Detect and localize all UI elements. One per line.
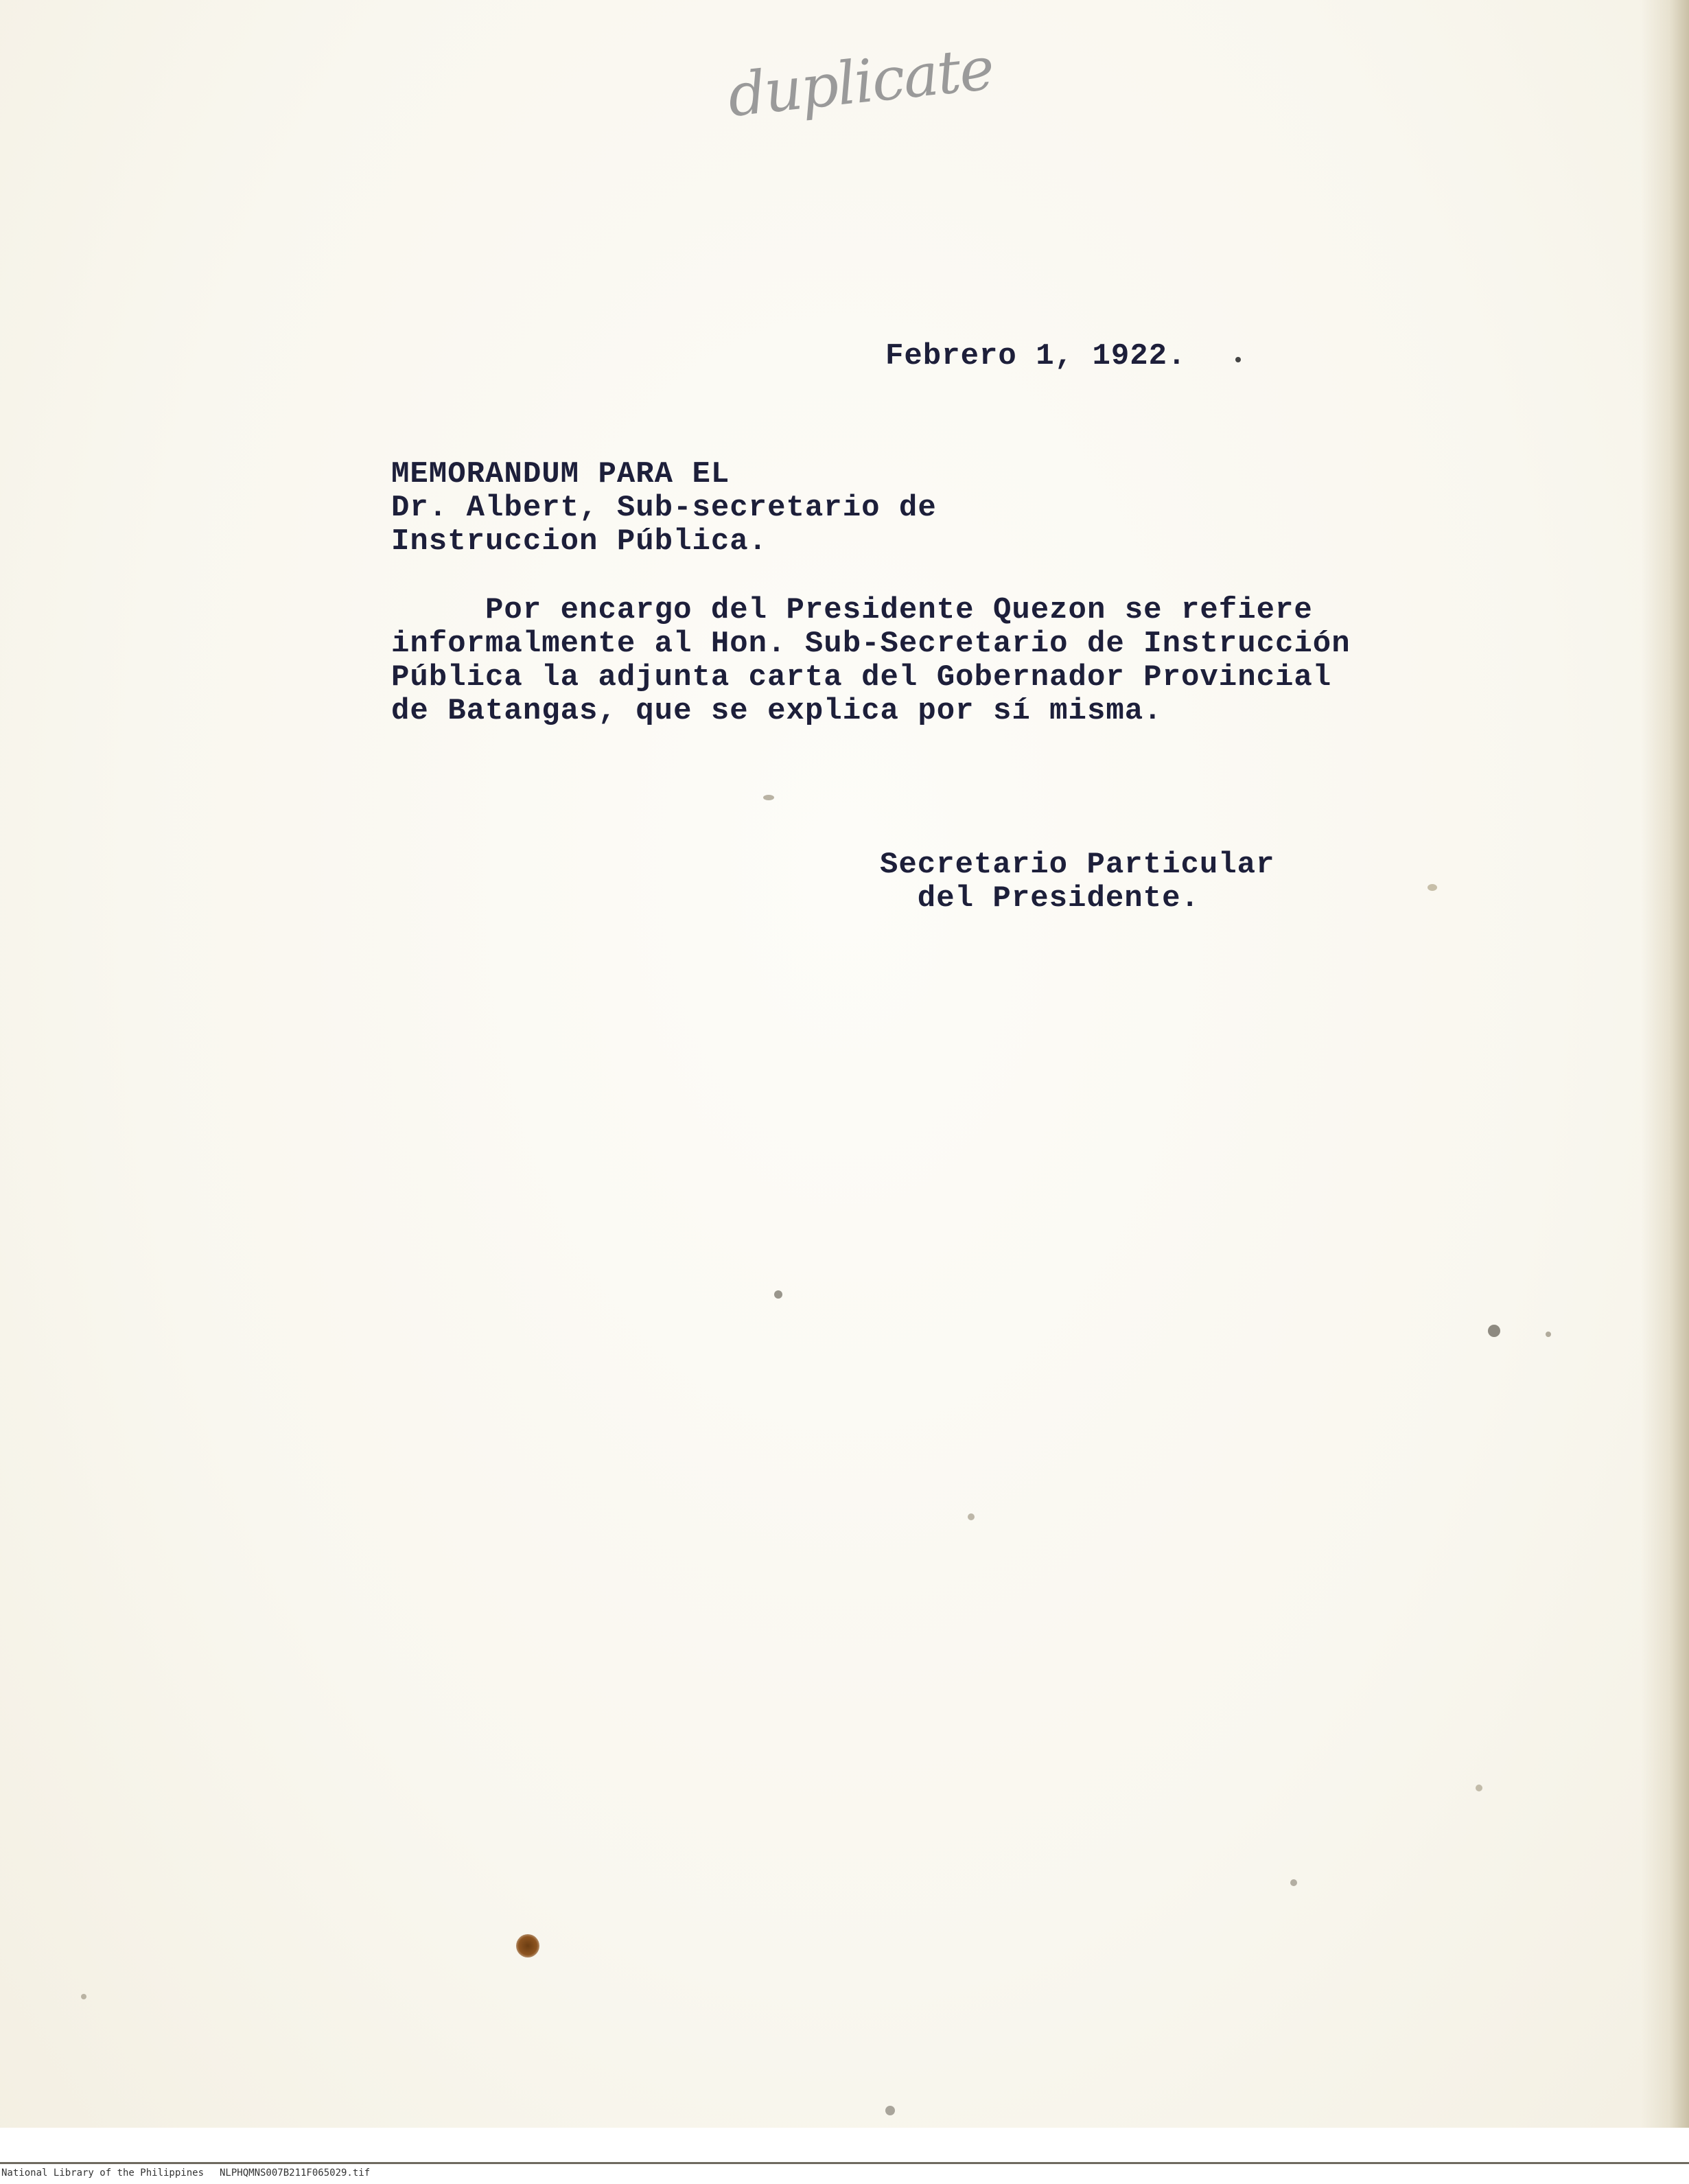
paper-edge-shadow: [1641, 0, 1689, 2184]
handwritten-annotation: duplicate: [724, 34, 997, 130]
body-line-4: de Batangas, que se explica por sí misma.: [391, 694, 1163, 728]
paper-speck: [1546, 1332, 1551, 1337]
paper-speck: [1488, 1325, 1500, 1337]
paper-speck: [1290, 1879, 1297, 1886]
paper-speck: [1428, 884, 1437, 891]
addressee-line-2: Dr. Albert, Sub-secretario de: [391, 491, 937, 525]
signature-line-2: del Presidente.: [880, 881, 1200, 916]
paper-speck: [774, 1290, 782, 1299]
memo-date: Febrero 1, 1922.: [885, 339, 1187, 373]
ink-stain: [516, 1934, 539, 1958]
addressee-line-3: Instruccion Pública.: [391, 524, 768, 559]
addressee-line-1: MEMORANDUM PARA EL: [391, 457, 730, 491]
paper-speck: [885, 2106, 895, 2115]
body-line-1: Por encargo del Presidente Quezon se refiere: [391, 593, 1313, 627]
paper-speck: [1235, 357, 1241, 362]
body-line-2: informalmente al Hon. Sub-Secretario de Instrucción: [391, 627, 1351, 661]
footer-library: National Library of the Philippines: [1, 2168, 205, 2179]
scan-footer-rule: [0, 2162, 1689, 2164]
body-line-3: Pública la adjunta carta del Gobernador Provincial: [391, 660, 1332, 695]
paper-speck: [968, 1513, 975, 1520]
paper-speck: [81, 1994, 86, 1999]
paper-speck: [1476, 1785, 1482, 1791]
footer-filename: NLPHQMNS007B211F065029.tif: [220, 2168, 371, 2179]
paper-speck: [763, 795, 774, 800]
signature-line-1: Secretario Particular: [880, 848, 1275, 882]
